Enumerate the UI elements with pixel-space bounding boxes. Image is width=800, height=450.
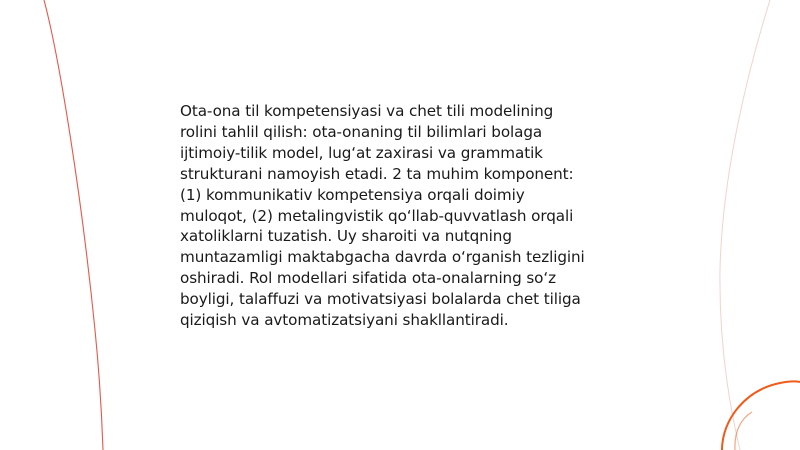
text-line: xatoliklarni tuzatish. Uy sharoiti va nutqning	[180, 227, 512, 246]
text-line: boyligi, talaffuzi va motivatsiyasi bolalarda chet tiliga	[180, 290, 581, 309]
text-line: ijtimoiy-tilik model, lug‘at zaxirasi va grammatik	[180, 143, 543, 162]
text-line: oshiradi. Rol modellari sifatida ota-onalarning so‘z	[180, 269, 556, 288]
orange-circle-arc	[722, 381, 800, 450]
text-line: Ota-ona til kompetensiyasi va chet tili modelining	[180, 102, 554, 120]
orange-circle-inner-arc	[735, 412, 752, 450]
text-line: strukturani namoyish etadi. 2 ta muhim komponent:	[180, 164, 574, 183]
right-light-arc-line	[720, 0, 770, 450]
text-line: qiziqish va avtomatizatsiyani shakllantiradi.	[180, 311, 509, 330]
text-line: muloqot, (2) metalingvistik qo‘llab-quvvatlash orqali	[180, 206, 574, 225]
text-line: (1) kommunikativ kompetensiya orqali doimiy	[180, 185, 525, 204]
left-arc-line	[44, 0, 103, 450]
body-paragraph	[180, 101, 625, 331]
text-line: rolini tahlil qilish: ota-onaning til bilimlari bolaga	[180, 122, 543, 141]
text-line: muntazamligi maktabgacha davrda o‘rganish tezligini	[180, 248, 585, 267]
